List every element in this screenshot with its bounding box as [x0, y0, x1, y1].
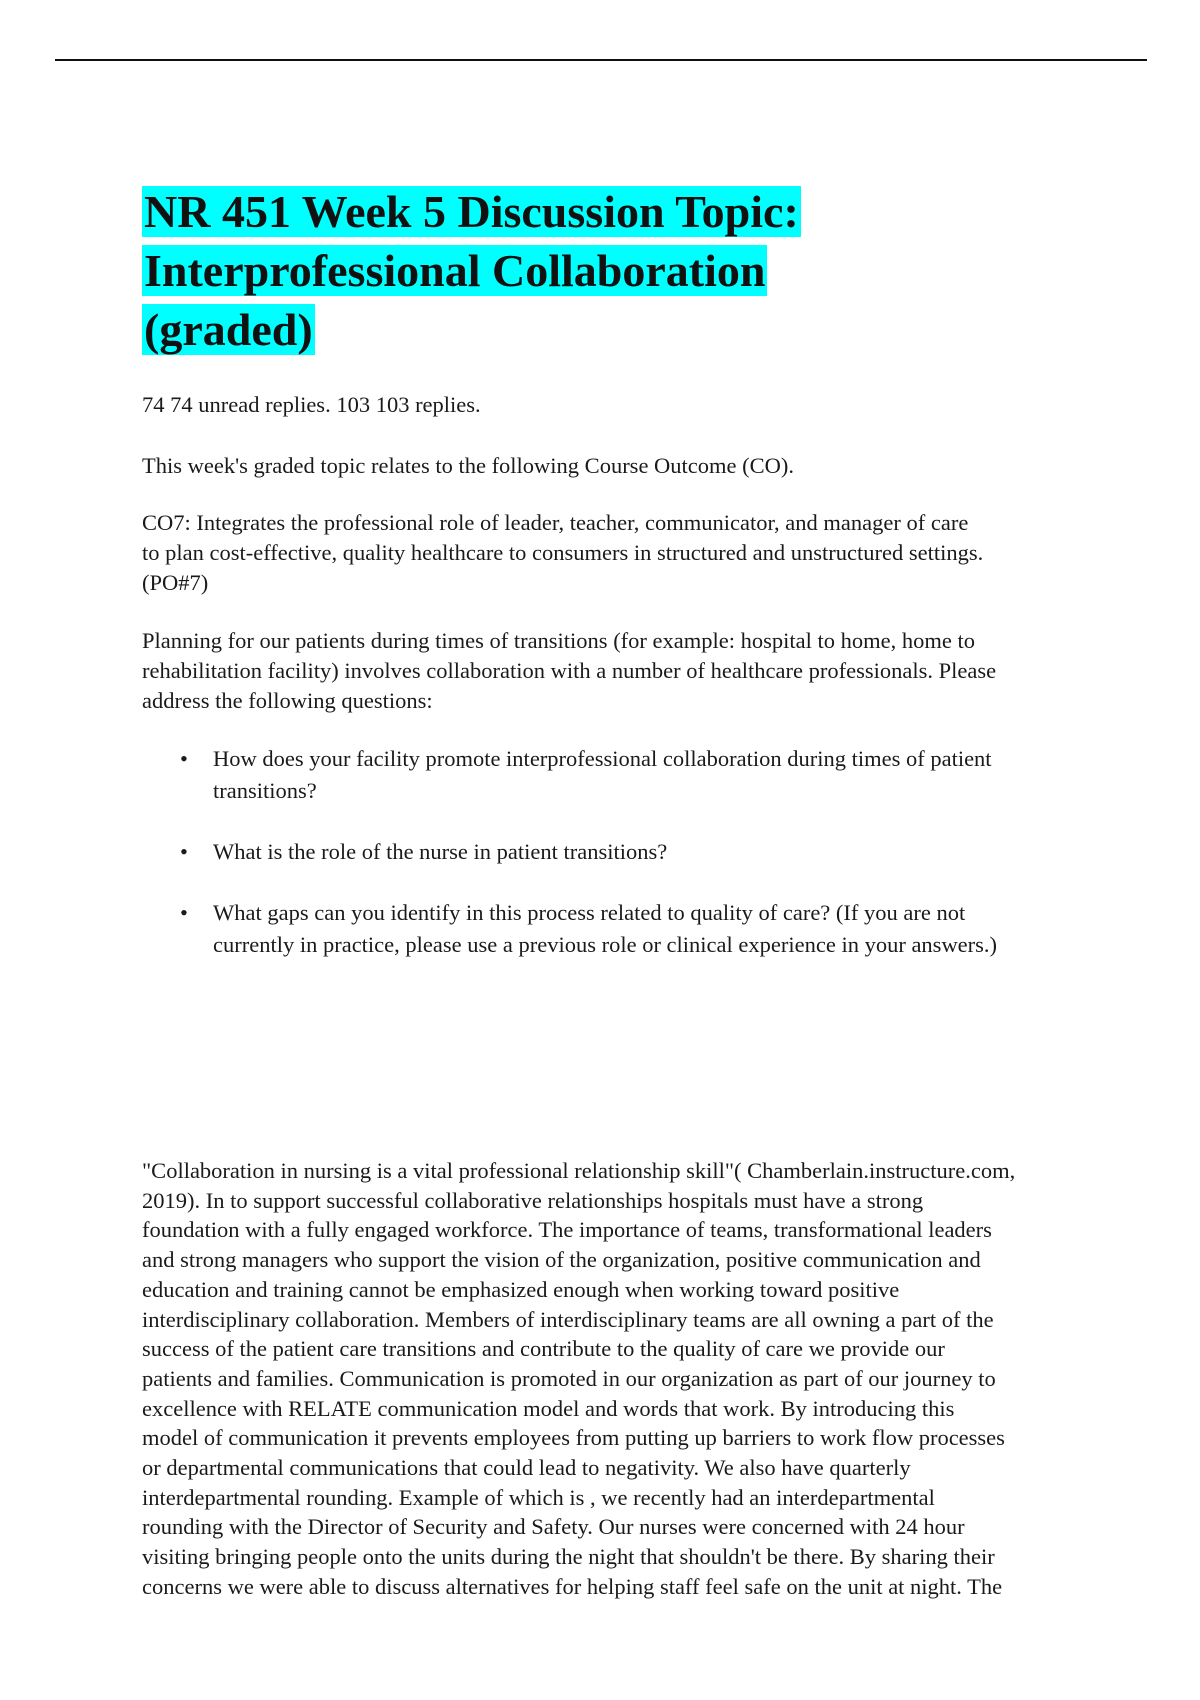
planning-line: address the following questions:	[142, 688, 433, 713]
course-outcome-line: CO7: Integrates the professional role of leader, teacher, communicator, and manager of care	[142, 510, 969, 535]
replies-count: 74 74 unread replies. 103 103 replies.	[142, 392, 481, 417]
question-line: What gaps can you identify in this process related to quality of care? (If you are not	[213, 900, 966, 925]
top-horizontal-rule	[55, 59, 1147, 61]
response-line: "Collaboration in nursing is a vital professional relationship skill"( Chamberlain.instructure.com,	[142, 1158, 1016, 1183]
bullet-icon: •	[180, 839, 188, 864]
planning-line: Planning for our patients during times of transitions (for example: hospital to home, home to	[142, 628, 975, 653]
bullet-icon: •	[180, 746, 188, 771]
course-outcome-line: to plan cost-effective, quality healthcare to consumers in structured and unstructured settings.	[142, 540, 984, 565]
response-line: education and training cannot be emphasized enough when working toward positive	[142, 1276, 900, 1302]
planning-paragraph	[142, 626, 1082, 716]
response-line: model of communication it prevents employees from putting up barriers to work flow processes	[142, 1425, 1005, 1451]
response-line: or departmental communications that could lead to negativity. We also have quarterly	[142, 1455, 911, 1481]
response-line: foundation with a fully engaged workforce. The importance of teams, transformational leaders	[142, 1217, 992, 1243]
question-line: transitions?	[213, 778, 317, 803]
planning-line: rehabilitation facility) involves collaboration with a number of healthcare professionals. Please	[142, 658, 997, 683]
response-line: patients and families. Communication is promoted in our organization as part of our journey to	[142, 1365, 996, 1391]
title-line: (graded)	[144, 304, 313, 355]
response-line: and strong managers who support the vision of the organization, positive communication and	[142, 1247, 981, 1273]
response-line: interdisciplinary collaboration. Members of interdisciplinary teams are all owning a part of the	[142, 1306, 994, 1332]
response-paragraph	[142, 1156, 1087, 1602]
document-body	[142, 182, 1082, 990]
title-line: NR 451 Week 5 Discussion Topic:	[144, 186, 799, 237]
response-line: visiting bringing people onto the units during the night that shouldn't be there. By sharing their	[142, 1544, 995, 1570]
response-line: interdepartmental rounding. Example of which is , we recently had an interdepartmental	[142, 1484, 935, 1510]
response-line: concerns we were able to discuss alternatives for helping staff feel safe on the unit at night. The	[142, 1573, 1003, 1599]
course-outcome-paragraph	[142, 508, 1082, 598]
response-line: 2019). In to support successful collaborative relationships hospitals must have a strong	[142, 1187, 924, 1213]
course-outcome-line: (PO#7)	[142, 570, 209, 595]
title-line: Interprofessional Collaboration	[144, 245, 766, 296]
question-item	[142, 743, 1082, 807]
question-item	[142, 836, 1082, 868]
question-item	[142, 897, 1082, 961]
intro-paragraph: This week's graded topic relates to the following Course Outcome (CO).	[142, 453, 795, 478]
question-line: How does your facility promote interprofessional collaboration during times of patient	[213, 746, 992, 771]
response-line: excellence with RELATE communication model and words that work. By introducing this	[142, 1395, 955, 1421]
questions-list	[142, 743, 1082, 961]
response-line: rounding with the Director of Security and Safety. Our nurses were concerned with 24 hour	[142, 1514, 965, 1540]
question-line: currently in practice, please use a previous role or clinical experience in your answers.)	[213, 932, 998, 957]
response-line: success of the patient care transitions and contribute to the quality of care we provide our	[142, 1336, 945, 1362]
question-line: What is the role of the nurse in patient transitions?	[213, 839, 668, 864]
page-title	[142, 182, 1082, 359]
bullet-icon: •	[180, 900, 188, 925]
